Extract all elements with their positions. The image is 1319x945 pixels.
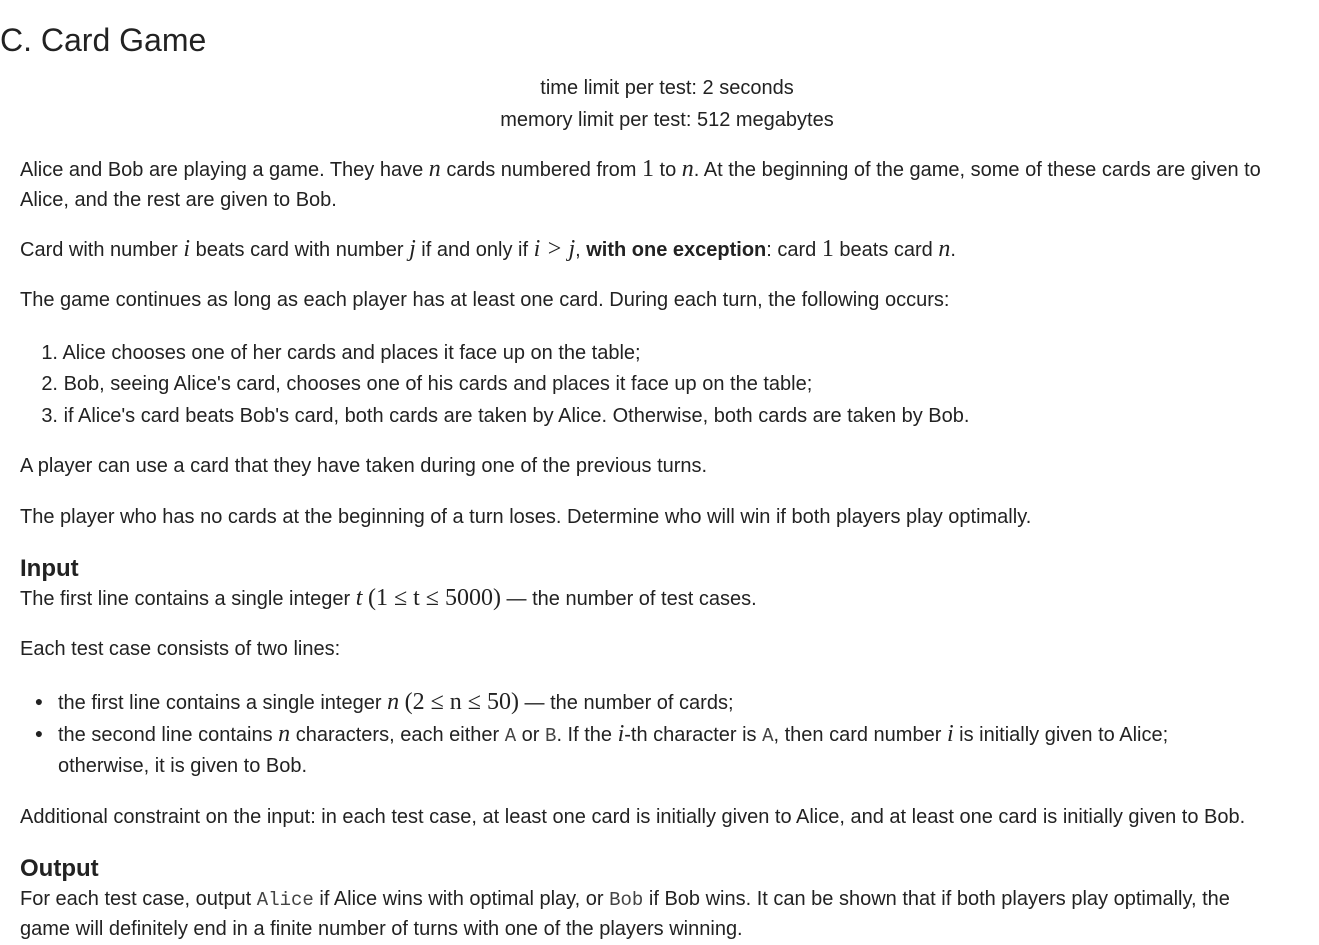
list-number: 2.	[41, 373, 58, 395]
text: . If the	[556, 724, 618, 746]
math-one: 1	[821, 236, 834, 262]
bullet-icon: ●	[34, 693, 44, 709]
text: — the number of test cases.	[500, 588, 757, 610]
list-text: Bob, seeing Alice's card, chooses one of his cards and places it face up on the table;	[63, 373, 813, 395]
text: .	[950, 239, 956, 261]
text: if Bob wins. It can be shown that if both players play optimally, the	[643, 888, 1230, 910]
text: if and only if	[415, 239, 534, 261]
list-item	[20, 717, 1307, 752]
list-item	[20, 368, 1307, 400]
list-item	[20, 337, 1307, 369]
text: characters, each either	[290, 724, 505, 746]
text: beats card	[833, 239, 939, 261]
math-n: n	[387, 689, 400, 715]
input-line-2: Each test case consists of two lines:	[20, 638, 341, 660]
list-number: 1.	[41, 342, 58, 364]
code-b: B	[545, 725, 557, 747]
output-heading: Output	[20, 855, 99, 882]
text: the second line contains	[58, 724, 279, 746]
math-i: i	[946, 721, 954, 747]
math-n-range: (2 ≤ n ≤ 50)	[404, 689, 519, 715]
text: cards numbered from	[440, 159, 642, 181]
memory-limit: memory limit per test: 512 megabytes	[500, 109, 834, 131]
list-text: if Alice's card beats Bob's card, both cards are taken by Alice. Otherwise, both cards are taken by Bob.	[63, 405, 970, 427]
statement-paragraph-5: The player who has no cards at the beginning of a turn loses. Determine who will win if both players play optimally.	[20, 506, 1032, 528]
input-line-1	[20, 584, 1307, 615]
list-item	[20, 400, 1307, 432]
input-line-3: Additional constraint on the input: in each test case, at least one card is initially given to Alice, and at least one card is initially given to Bob.	[20, 806, 1246, 828]
text: : card	[766, 239, 822, 261]
math-i: i	[183, 236, 191, 262]
time-limit: time limit per test: 2 seconds	[540, 77, 794, 99]
code-alice: Alice	[256, 889, 314, 911]
statement-paragraph-2	[20, 235, 1307, 266]
text: For each test case, output	[20, 888, 257, 910]
text: is initially given to Alice;	[953, 724, 1169, 746]
bullet-icon: ●	[34, 725, 44, 741]
text: ,	[575, 239, 587, 261]
text: The first line contains a single integer	[20, 588, 356, 610]
math-i-gt-j: i > j	[533, 236, 576, 262]
math-n: n	[278, 721, 291, 747]
code-a: A	[762, 725, 774, 747]
text: , then card number	[773, 724, 947, 746]
text: beats card with number	[190, 239, 410, 261]
output-line-2: game will definitely end in a finite number of turns with one of the players winning.	[20, 918, 743, 940]
problem-title: C. Card Game	[0, 22, 207, 58]
math-t-range: (1 ≤ t ≤ 5000)	[367, 585, 501, 611]
text: Alice and Bob are playing a game. They have	[20, 159, 429, 181]
text: — the number of cards;	[518, 692, 734, 714]
math-i: i	[617, 721, 625, 747]
statement-paragraph-4: A player can use a card that they have taken during one of the previous turns.	[20, 455, 708, 477]
math-n: n	[681, 156, 694, 182]
math-n: n	[428, 156, 441, 182]
math-n: n	[938, 236, 951, 262]
text: -th character is	[624, 724, 763, 746]
list-text: Alice chooses one of her cards and places it face up on the table;	[62, 342, 641, 364]
math-j: j	[409, 236, 416, 262]
text: Card with number	[20, 239, 184, 261]
output-line-1	[20, 885, 1307, 916]
statement-paragraph-3: The game continues as long as each player has at least one card. During each turn, the following occurs:	[20, 289, 950, 311]
text: the first line contains a single integer	[58, 692, 388, 714]
math-t: t	[355, 585, 363, 611]
code-a: A	[504, 725, 517, 747]
code-bob: Bob	[609, 889, 644, 911]
math-one: 1	[641, 156, 654, 182]
text: or	[516, 724, 546, 746]
text: if Alice wins with optimal play, or	[313, 888, 610, 910]
text: to	[653, 159, 682, 181]
bold-text: with one exception	[586, 239, 767, 261]
text: . At the beginning of the game, some of these cards are given to Alice, and the rest are given to Bob.	[20, 159, 1261, 211]
statement-paragraph-1	[20, 155, 1307, 215]
list-number: 3.	[41, 405, 58, 427]
input-heading: Input	[20, 555, 79, 582]
list-item-continuation: otherwise, it is given to Bob.	[58, 755, 308, 777]
list-item	[20, 685, 1307, 719]
